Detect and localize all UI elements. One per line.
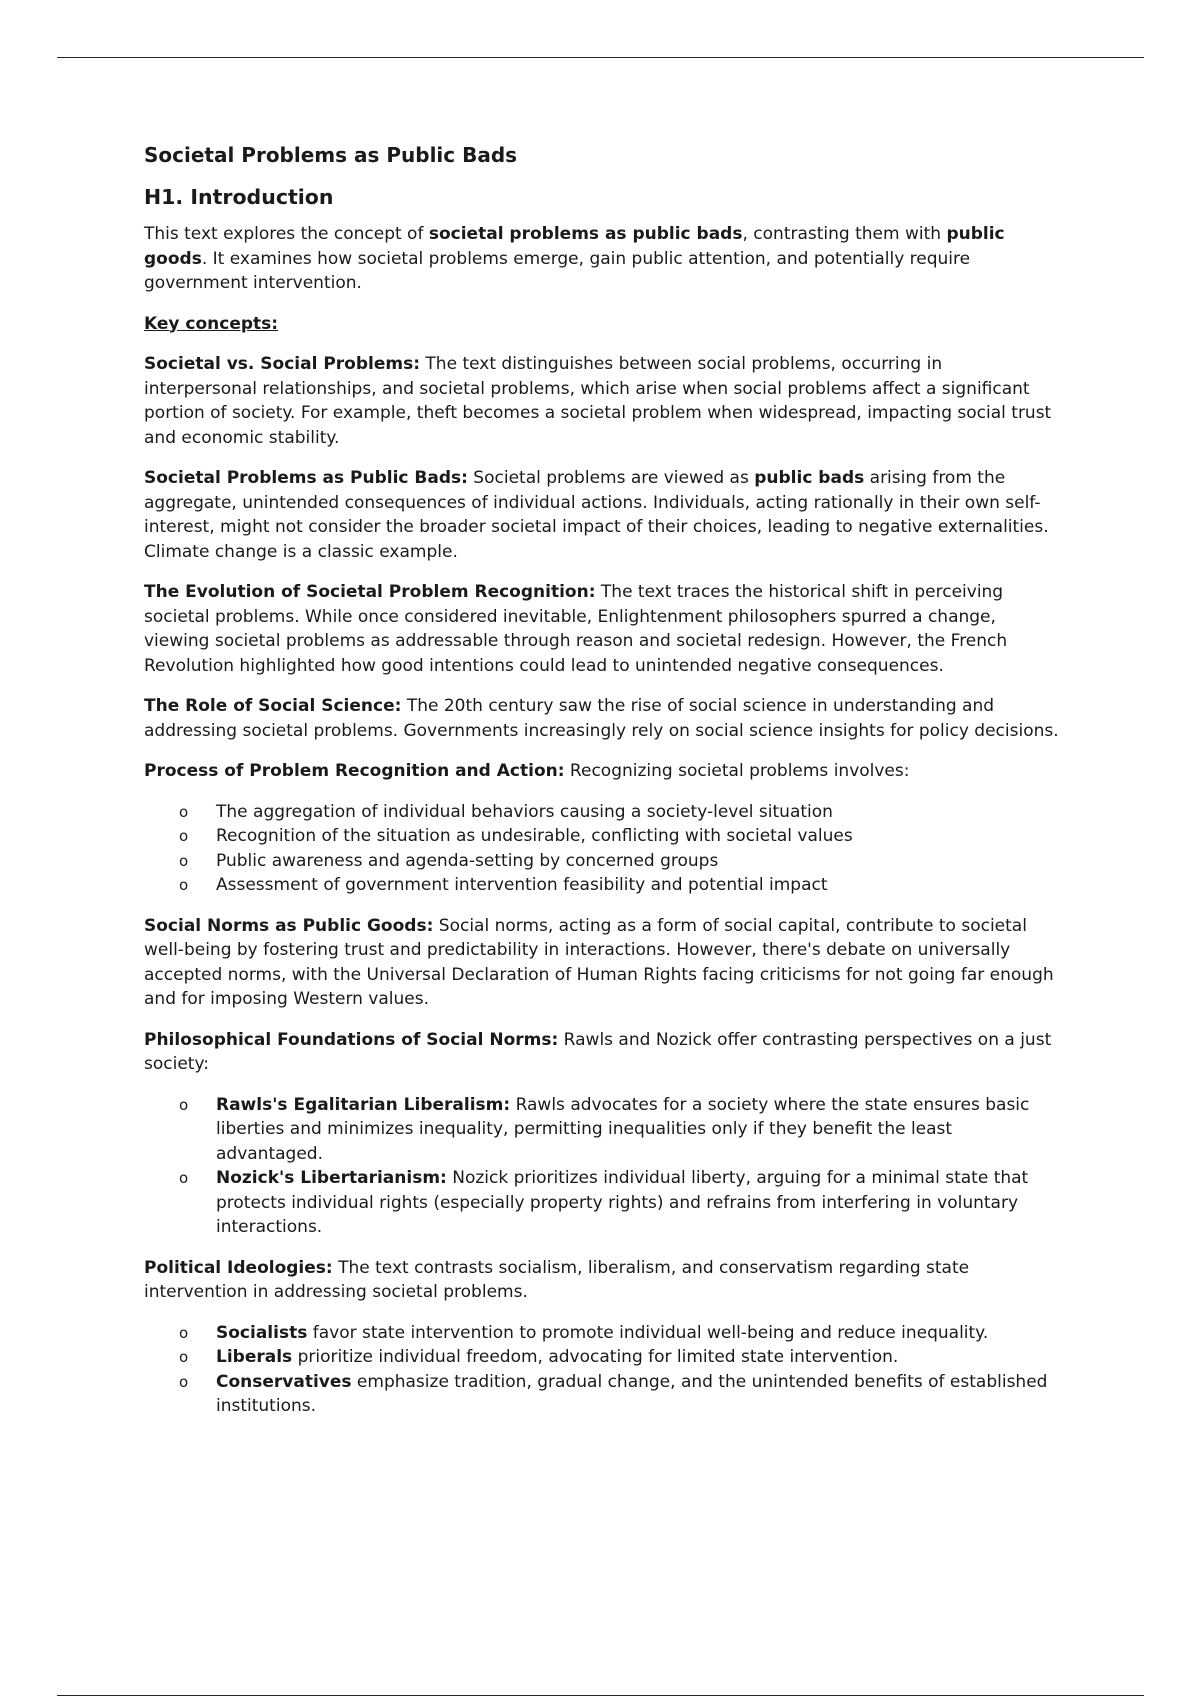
paragraph-lead: Philosophical Foundations of Social Norms: [144,1029,559,1050]
paragraph-text: Societal problems are viewed as [467,468,755,488]
header-rule [57,57,1144,58]
intro-paragraph [144,222,1059,296]
paragraph-societal-vs-social [144,352,1059,450]
list-item-text: Recognition of the situation as undesirable, conflicting with societal values [216,826,853,846]
list-item-lead: Rawls's Egalitarian Liberalism: [216,1094,511,1115]
list-item [144,1166,1059,1240]
intro-text-3: . It examines how societal problems emerge, gain public attention, and potentially require government intervention. [144,248,971,293]
paragraph-lead: The Role of Social Science: [144,696,402,716]
intro-bold-2: public goods [144,224,1005,269]
list-item-text: Rawls advocates for a society where the state ensures basic liberties and minimizes inequality, permitting inequalities only if they benefit the least advantaged. [216,1094,1030,1164]
list-item [144,1345,1059,1370]
bullet-icon: o [179,1169,189,1187]
ideology-list [144,1321,1059,1419]
paragraph-text: The 20th century saw the rise of social science in understanding and addressing societal problems. Governments increasingly rely on social science insights for policy decisions. [144,696,1059,741]
paragraph-bold-term: public bads [754,468,865,488]
list-item [144,873,1059,898]
paragraph-social-science [144,694,1059,743]
list-item [144,824,1059,849]
paragraph-lead: Social Norms as Public Goods: [144,915,434,936]
list-item-text: The aggregation of individual behaviors causing a society-level situation [216,801,833,822]
bullet-icon: o [179,1372,189,1391]
paragraph-text: The text traces the historical shift in perceiving societal problems. While once considered inevitable, Enlightenment philosophers spurred a change, viewing societal problems as addressable through reason and societal redesign. However, the French Revolution highlighted how good intentions could lead to unintended negative consequences. [144,582,1008,676]
footer-rule [57,1695,1144,1696]
paragraph-lead: Societal Problems as Public Bads: [144,468,468,488]
process-list [144,800,1059,898]
paragraph-lead: Political Ideologies: [144,1257,333,1278]
list-item-lead: Liberals [216,1347,293,1367]
list-item-text: emphasize tradition, gradual change, and the unintended benefits of established institutions. [216,1371,1048,1416]
paragraph-lead: Process of Problem Recognition and Action: [144,761,565,781]
paragraph-text: Social norms, acting as a form of social capital, contribute to societal well-being by fostering trust and predictability in interactions. However, there's debate on universally accepted norms, with the Universal Declaration of Human Rights facing criticisms for not going far enough and for imposing Western values. [144,915,1054,1009]
bullet-icon: o [179,1348,189,1366]
list-item-text: Assessment of government intervention feasibility and potential impact [216,875,828,895]
document-title: Societal Problems as Public Bads [144,143,518,167]
bullet-icon: o [179,851,189,870]
list-item-lead: Conservatives [216,1371,352,1392]
list-item [144,849,1059,874]
bullet-icon: o [179,876,189,894]
paragraph-text: arising from the aggregate, unintended consequences of individual actions. Individuals, acting rationally in their own self-interest, might not consider the broader societal impact of their choices, leading to negative externalities. Climate change is a classic example. [144,468,1049,562]
bullet-icon: o [179,802,189,821]
paragraph-philosophy [144,1028,1059,1077]
section-heading-introduction: H1. Introduction [144,185,334,209]
paragraph-text: Rawls and Nozick offer contrasting perspectives on a just society: [144,1029,1052,1074]
list-item-text: Public awareness and agenda-setting by concerned groups [216,850,719,871]
list-item [144,1321,1059,1346]
intro-text-1: This text explores the concept of [144,224,429,244]
paragraph-lead: The Evolution of Societal Problem Recognition: [144,582,596,602]
paragraph-process [144,759,1059,784]
paragraph-text: Recognizing societal problems involves: [564,761,910,781]
bullet-icon: o [179,1095,189,1114]
philosophy-list [144,1093,1059,1240]
bullet-icon: o [179,827,189,845]
intro-text-2: , contrasting them with [742,224,947,244]
document-body [144,142,1059,1435]
key-concepts-heading: Key concepts: [144,313,279,334]
paragraph-public-bads [144,466,1059,564]
intro-bold-1: societal problems as public bads [428,224,743,244]
paragraph-lead: Societal vs. Social Problems: [144,354,421,374]
list-item [144,1370,1059,1419]
bullet-icon: o [179,1323,189,1342]
list-item-text: favor state intervention to promote individual well-being and reduce inequality. [307,1322,989,1343]
list-item-lead: Nozick's Libertarianism: [216,1168,447,1188]
paragraph-text: The text contrasts socialism, liberalism, and conservatism regarding state intervention in addressing societal problems. [144,1257,970,1302]
list-item-text: prioritize individual freedom, advocating for limited state intervention. [292,1347,899,1367]
paragraph-social-norms [144,914,1059,1012]
list-item-text: Nozick prioritizes individual liberty, arguing for a minimal state that protects individual rights (especially property rights) and refrains from interfering in voluntary interactions. [216,1168,1029,1237]
paragraph-evolution [144,580,1059,678]
list-item [144,800,1059,825]
paragraph-text: The text distinguishes between social problems, occurring in interpersonal relationships, and societal problems, which arise when social problems affect a significant portion of society. For example, theft becomes a societal problem when widespread, impacting social trust and economic stability. [144,354,1052,448]
paragraph-ideologies [144,1256,1059,1305]
list-item [144,1093,1059,1167]
list-item-lead: Socialists [216,1322,308,1343]
